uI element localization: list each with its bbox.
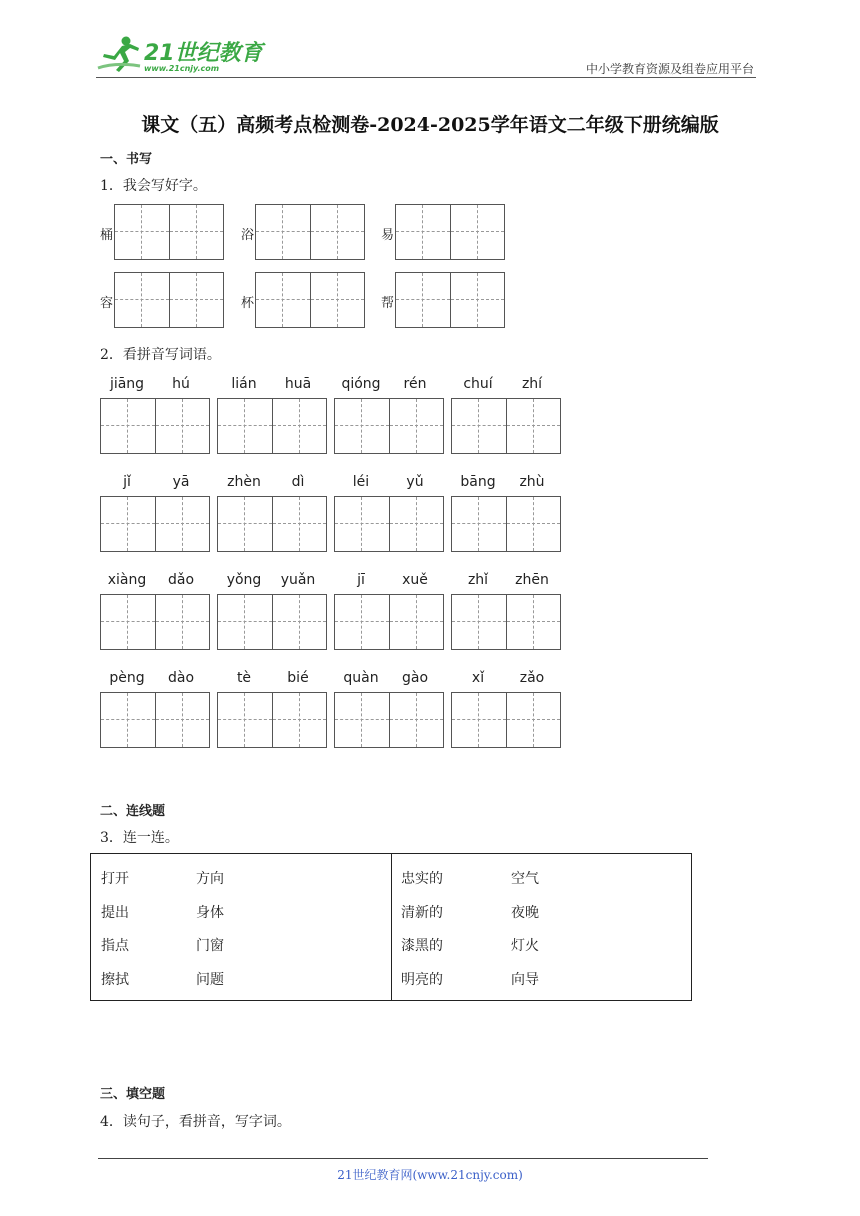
pinyin-row <box>100 376 560 452</box>
logo-url: www.21cnjy.com <box>144 64 220 73</box>
char-label: 容 <box>100 296 114 311</box>
pinyin-word <box>451 670 559 746</box>
pinyin-word <box>100 376 208 452</box>
pinyin-word <box>334 670 442 746</box>
question-1: 1．我会写好字。 <box>100 178 207 194</box>
writing-grid[interactable] <box>451 692 561 748</box>
writing-grid[interactable] <box>217 398 327 454</box>
logo-text: 21世纪教育 <box>144 41 263 66</box>
pinyin-label: zǎo <box>519 670 545 686</box>
writing-grid[interactable] <box>334 594 444 650</box>
writing-grid[interactable] <box>334 496 444 552</box>
pinyin-word <box>100 572 208 648</box>
pinyin-label: pèng <box>109 670 145 686</box>
pinyin-row <box>100 572 560 648</box>
match-item[interactable]: 清新的 <box>401 905 443 921</box>
logo <box>96 30 266 76</box>
question-4: 4．读句子，看拼音，写字词。 <box>100 1114 291 1130</box>
char-label: 浴 <box>241 228 255 243</box>
document-title: 课文（五）高频考点检测卷-2024-2025学年语文二年级下册统编版 <box>141 114 719 136</box>
pinyin-label: yǒng <box>226 572 262 588</box>
pinyin-label: lián <box>231 376 257 392</box>
question-3: 3．连一连。 <box>100 830 179 846</box>
pinyin-label: xuě <box>402 572 428 588</box>
pinyin-label: jǐ <box>123 474 131 490</box>
pinyin-label: zhǐ <box>467 572 489 588</box>
footer-divider <box>98 1158 708 1159</box>
pinyin-label: gào <box>401 670 429 686</box>
match-item[interactable]: 明亮的 <box>401 972 443 988</box>
pinyin-label: tè <box>236 670 252 686</box>
match-item[interactable]: 漆黑的 <box>401 938 443 954</box>
pinyin-word <box>451 376 559 452</box>
pinyin-word <box>217 474 325 550</box>
writing-grid[interactable] <box>100 594 210 650</box>
pinyin-label: qióng <box>341 376 381 392</box>
match-item[interactable]: 指点 <box>101 938 129 954</box>
writing-grid[interactable] <box>114 204 224 260</box>
pinyin-label: huā <box>284 376 312 392</box>
pinyin-label: hú <box>172 376 190 392</box>
char-label: 帮 <box>381 296 395 311</box>
pinyin-label: yā <box>172 474 190 490</box>
writing-grid[interactable] <box>114 272 224 328</box>
table-divider <box>391 854 392 1000</box>
pinyin-word <box>217 670 325 746</box>
writing-grid[interactable] <box>334 398 444 454</box>
writing-grid[interactable] <box>395 272 505 328</box>
match-item[interactable]: 打开 <box>101 871 129 887</box>
platform-name: 中小学教育资源及组卷应用平台 <box>585 62 754 76</box>
writing-grid[interactable] <box>217 496 327 552</box>
section-heading-writing: 一、书写 <box>100 152 153 167</box>
char-label: 桶 <box>100 228 114 243</box>
pinyin-label: yuǎn <box>280 572 316 588</box>
match-item[interactable]: 身体 <box>196 905 224 921</box>
pinyin-label: dǎo <box>167 572 195 588</box>
pinyin-label: dào <box>167 670 195 686</box>
pinyin-label: xǐ <box>471 670 485 686</box>
pinyin-label: dì <box>291 474 305 490</box>
pinyin-label: léi <box>352 474 370 490</box>
section-heading-matching: 二、连线题 <box>100 804 166 819</box>
pinyin-word <box>334 572 442 648</box>
pinyin-word <box>100 474 208 550</box>
footer-link[interactable]: 21世纪教育网(www.21cnjy.com) <box>337 1168 523 1182</box>
pinyin-label: zhèn <box>227 474 261 490</box>
writing-grid[interactable] <box>217 594 327 650</box>
writing-grid[interactable] <box>451 496 561 552</box>
writing-grid[interactable] <box>255 272 365 328</box>
pinyin-row <box>100 474 560 550</box>
pinyin-label: xiàng <box>107 572 147 588</box>
match-item[interactable]: 问题 <box>196 972 224 988</box>
pinyin-label: zhí <box>521 376 543 392</box>
pinyin-label: chuí <box>463 376 493 392</box>
pinyin-label: rén <box>403 376 427 392</box>
section-heading-fill-blank: 三、填空题 <box>100 1087 166 1102</box>
match-item[interactable]: 向导 <box>511 972 539 988</box>
pinyin-label: jiāng <box>109 376 145 392</box>
pinyin-label: yǔ <box>406 474 424 490</box>
match-item[interactable]: 提出 <box>101 905 129 921</box>
question-2: 2．看拼音写词语。 <box>100 347 221 363</box>
char-label: 杯 <box>241 296 255 311</box>
matching-table <box>90 853 692 1001</box>
match-item[interactable]: 夜晚 <box>511 905 539 921</box>
pinyin-word <box>334 376 442 452</box>
pinyin-label: bāng <box>460 474 496 490</box>
pinyin-word <box>451 572 559 648</box>
writing-grid[interactable] <box>217 692 327 748</box>
page-header <box>96 30 756 78</box>
pinyin-word <box>217 572 325 648</box>
pinyin-word <box>334 474 442 550</box>
pinyin-label: bié <box>287 670 309 686</box>
pinyin-word <box>451 474 559 550</box>
pinyin-label: zhēn <box>515 572 549 588</box>
match-item[interactable]: 忠实的 <box>401 871 443 887</box>
match-item[interactable]: 门窗 <box>196 938 224 954</box>
pinyin-label: quàn <box>343 670 379 686</box>
pinyin-row <box>100 670 560 746</box>
writing-grid[interactable] <box>255 204 365 260</box>
writing-grid[interactable] <box>451 398 561 454</box>
char-label: 易 <box>381 228 395 243</box>
match-item[interactable]: 擦拭 <box>101 972 129 988</box>
writing-grid[interactable] <box>334 692 444 748</box>
writing-grid[interactable] <box>395 204 505 260</box>
match-item[interactable]: 灯火 <box>511 938 539 954</box>
match-item[interactable]: 空气 <box>511 871 539 887</box>
match-item[interactable]: 方向 <box>196 871 224 887</box>
pinyin-label: jī <box>357 572 365 588</box>
writing-grid[interactable] <box>451 594 561 650</box>
pinyin-label: zhù <box>519 474 545 490</box>
writing-grid[interactable] <box>100 398 210 454</box>
runner-logo-icon <box>96 34 144 74</box>
writing-grid[interactable] <box>100 496 210 552</box>
pinyin-word <box>217 376 325 452</box>
writing-grid[interactable] <box>100 692 210 748</box>
pinyin-word <box>100 670 208 746</box>
